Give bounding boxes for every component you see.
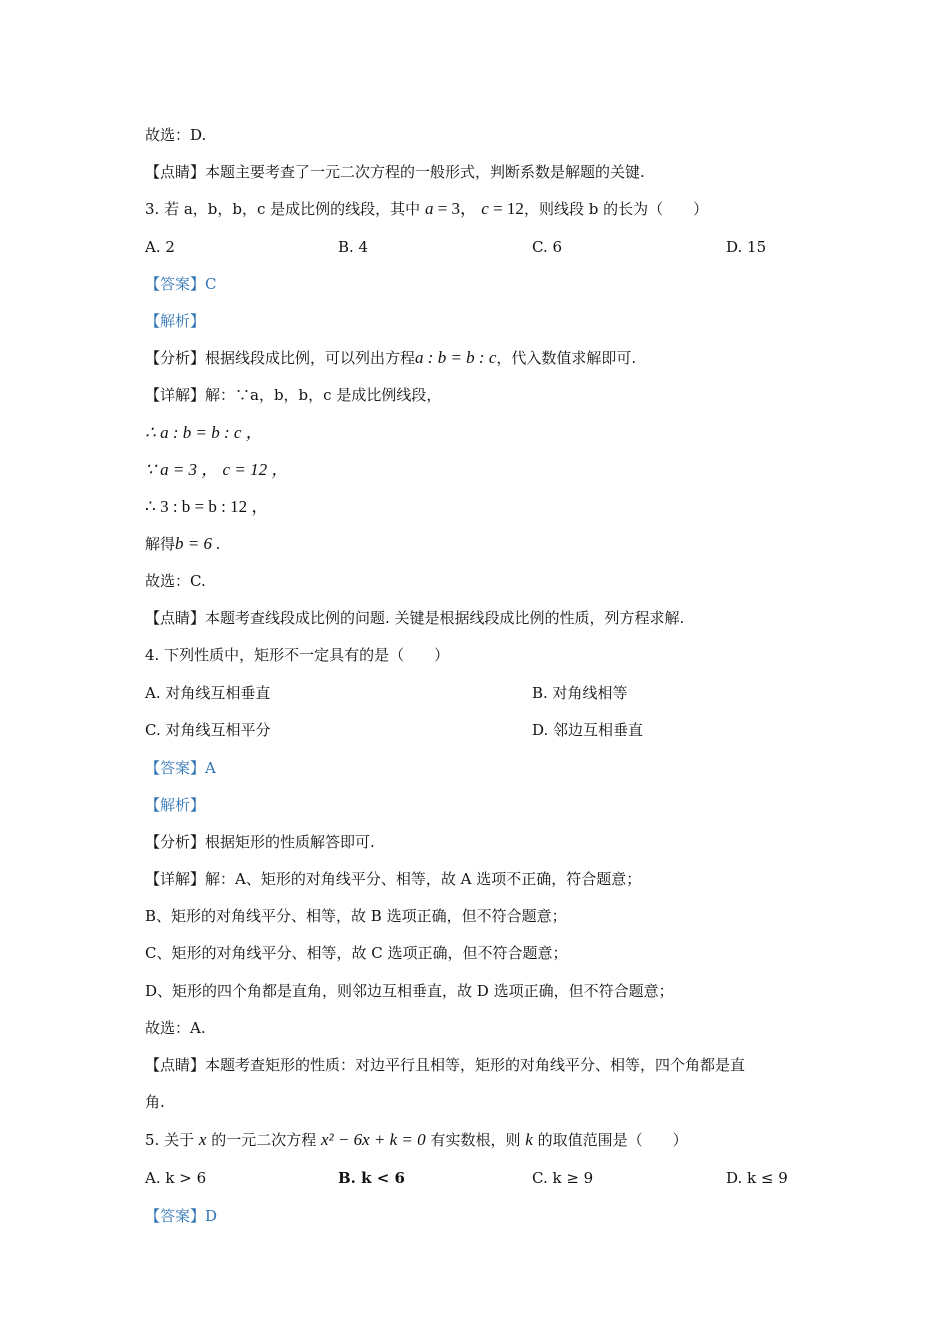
- analysis-text: 根据线段成比例，可以列出方程: [205, 349, 416, 367]
- comment-3-tag: 【点睛】: [145, 609, 206, 627]
- analysis-4: [145, 832, 375, 852]
- q3-tail: ，则线段 b 的长为（ ）: [523, 200, 709, 218]
- prev-conclusion: 故选：D.: [145, 126, 207, 144]
- step-4: [145, 534, 221, 554]
- question-4: 4. 下列性质中，矩形不一定具有的是（ ）: [145, 646, 450, 664]
- step-2-a: ∵ a = 3 ，: [145, 460, 219, 479]
- analysis-4-heading: 【解析】: [145, 796, 206, 814]
- step-3: [145, 497, 268, 517]
- q3-eq1: = 3，: [437, 199, 478, 218]
- conclusion-4: 故选：A.: [145, 1019, 206, 1037]
- answer-5: 【答案】D: [145, 1207, 218, 1225]
- q5-option-d: D. k ≤ 9: [726, 1169, 788, 1187]
- q5-equation: x² − 6x + k = 0: [321, 1130, 426, 1149]
- step-5: 故选：C.: [145, 572, 206, 590]
- step-2-c: c = 12 ，: [222, 460, 289, 479]
- q3-option-d: D. 15: [726, 238, 767, 256]
- answer-4: 【答案】A: [145, 759, 216, 777]
- analysis-3-heading: 【解析】: [145, 312, 206, 330]
- question-5: [145, 1130, 688, 1150]
- q3-var-c: c: [481, 199, 489, 218]
- q5-mid: 的一元二次方程: [211, 1131, 317, 1149]
- detail-4: [145, 869, 641, 889]
- q4-option-b: B. 对角线相等: [532, 684, 628, 702]
- step-1-text: ∴ a : b = b : c ，: [145, 423, 263, 442]
- step-4-math: b = 6 .: [175, 534, 221, 553]
- comment-tag: 【点睛】: [145, 163, 206, 181]
- q5-var-x: x: [198, 1130, 207, 1149]
- q3-option-c: C. 6: [532, 238, 563, 256]
- q3-var-a: a: [424, 199, 434, 218]
- q4-option-d: D. 邻边互相垂直: [532, 721, 644, 739]
- analysis-tag: 【分析】: [145, 349, 206, 367]
- q5-tail: 的取值范围是（ ）: [537, 1131, 688, 1149]
- comment-4-tag: 【点睛】: [145, 1056, 206, 1074]
- detail-4-d: D、矩形的四个角都是直角，则邻边互相垂直，故 D 选项正确，但不符合题意；: [145, 982, 674, 1000]
- q5-option-c: C. k ≥ 9: [532, 1169, 594, 1187]
- comment-3: [145, 608, 684, 628]
- q4-option-a: A. 对角线互相垂直: [145, 684, 271, 702]
- q5-var-k: k: [525, 1130, 533, 1149]
- analysis-4-tag: 【分析】: [145, 833, 206, 851]
- detail-4-tag: 【详解】: [145, 870, 206, 888]
- comment-4-cont: 角.: [145, 1093, 165, 1111]
- detail-4-c: C、矩形的对角线平分、相等，故 C 选项正确，但不符合题意；: [145, 944, 568, 962]
- q5-option-b: B. k < 6: [338, 1169, 405, 1187]
- analysis-3: [145, 348, 636, 368]
- q5-option-a: A. k > 6: [145, 1169, 207, 1187]
- comment-4-text: 本题考查矩形的性质：对边平行且相等，矩形的对角线平分、相等，四个角都是直: [205, 1056, 746, 1074]
- analysis-formula: a : b = b : c: [415, 348, 497, 367]
- detail-tag: 【详解】: [145, 386, 206, 404]
- step-2: [145, 460, 288, 480]
- comment-text: 本题主要考查了一元二次方程的一般形式，判断系数是解题的关键.: [205, 163, 645, 181]
- question-3: [145, 199, 708, 219]
- q3-option-b: B. 4: [338, 238, 369, 256]
- step-4-pre: 解得: [145, 535, 176, 553]
- q5-pre: 5. 关于: [145, 1131, 195, 1149]
- analysis-4-text: 根据矩形的性质解答即可.: [205, 833, 375, 851]
- step-1: [145, 423, 263, 443]
- q4-option-c: C. 对角线互相平分: [145, 721, 271, 739]
- detail-4-b: B、矩形的对角线平分、相等，故 B 选项正确，但不符合题意；: [145, 907, 567, 925]
- q3-eq2: = 12: [493, 199, 524, 218]
- answer-3: 【答案】C: [145, 275, 217, 293]
- detail-4-text: 解：A、矩形的对角线平分、相等，故 A 选项不正确，符合题意；: [205, 870, 642, 888]
- q5-mid2: 有实数根，则: [430, 1131, 521, 1149]
- analysis-tail: ，代入数值求解即可.: [496, 349, 637, 367]
- comment-3-text: 本题考查线段成比例的问题. 关键是根据线段成比例的性质，列方程求解.: [205, 609, 685, 627]
- step-3-text: ∴ 3 : b = b : 12 ，: [145, 497, 269, 516]
- prev-comment: [145, 162, 645, 182]
- q3-stem: 3. 若 a，b，b，c 是成比例的线段，其中: [145, 200, 421, 218]
- detail-3: [145, 385, 441, 405]
- q3-option-a: A. 2: [145, 238, 175, 256]
- comment-4: [145, 1055, 745, 1075]
- detail-text: 解：∵a，b，b，c 是成比例线段，: [205, 386, 442, 404]
